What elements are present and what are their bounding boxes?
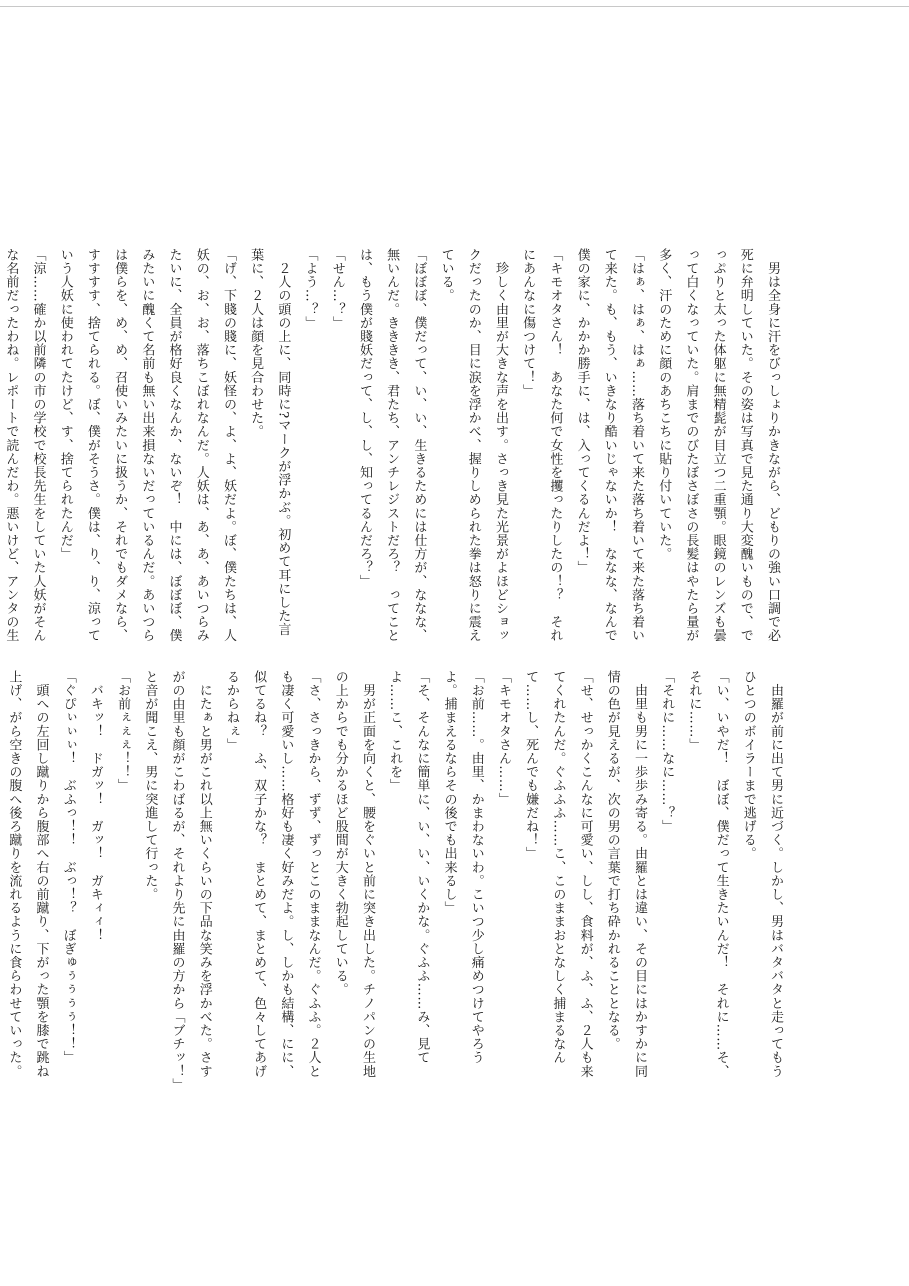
- paragraph: 「ぼぼぼ、僕だって、い、い、生きるためには仕方が、ななな、無いんだ。きききき、君たち、アンチレジストだろ？ ってことは、もう僕が賤妖だって、し、し、知ってるんだろ？」: [356, 248, 427, 643]
- paragraph: 「お前ぇぇぇ！！」: [115, 670, 131, 793]
- paragraph: 由里も男に一歩歩み寄る。由羅とは違い、その目にはかすかに同情の色が見えるが、次の男の言葉で打ち砕かれることとなる。: [604, 670, 647, 1078]
- text-block-lower: [6, 670, 789, 1088]
- paragraph: 「キモオタさん……」: [495, 670, 511, 806]
- paragraph: 男は全身に汗をびっしょりかきながら、どもりの強い口調で必死に弁明していた。その姿は写真で見た通り大変醜いもので、でっぷりと太った体躯に無精髭が目立つ二重顎。眼鏡のレンズも曇って白くなっていた。肩までのびたぼさぼさの長髪はやたら量が多く、汗のために顔のあちこちに貼り付いていた。: [656, 248, 780, 643]
- paragraph: 「はぁ、はぁ、はぁ……落ち着いて来た落ち着いて来た落ち着いて来た。も、もう、いきなり酷いじゃないか！ ななな、なんで僕の家に、かかか勝手に、は、入ってくるんだよ！」: [574, 248, 644, 643]
- paragraph: 「さ、さっきから、ずず、ずっとこのままなんだ。ぐふふ。２人とも凄く可愛いし……格好も凄く好みだよ。し、しかも結構、にに、似てるね？ ふ、双子かな？ まとめて、まとめて、色々してあげるからねぇ」: [223, 670, 321, 1078]
- paragraph: 由羅が前に出て男に近づく。しかし、男はバタバタと走ってもうひとつのボイラーまで逃げる。: [740, 670, 783, 1078]
- paragraph: 「い、いやだ！ ぼぼ、僕だって生きたいんだ！ それに……そ、それに……」: [686, 670, 729, 1078]
- paragraph: 「キモオタさん！ あなた何で女性を攫ったりしたの！？ それにあんなに傷つけて！」: [520, 248, 563, 643]
- paragraph: ２人の頭の上に、同時に?マークが浮かぶ。初めて耳にした言葉に、２人は顔を見合わせた。: [248, 248, 291, 637]
- paragraph: 「ぐぴぃぃぃ！ ぶふっ！！ ぶっ！？ ぼぎゅぅぅぅぅ！！」: [60, 670, 76, 1065]
- paragraph: バキッ！ ドガッ！ ガッ！ ガキィィ！: [87, 670, 103, 942]
- paragraph: 「涼……確か以前隣の市の学校で校長先生をしていた人妖がそんな名前だったわね。レポートで読んだわ。悪いけど、アンタの生: [3, 248, 46, 643]
- paragraph: 「お前……。由里、かまわないわ。こいつ少し痛めつけてやろうよ。捕まえるならその後でも出来るし」: [441, 670, 484, 1065]
- paragraph: 「せん…？」: [329, 248, 345, 330]
- page-top-edge: [0, 6, 909, 7]
- paragraph: 「せ、せっかくこんなに可愛い、しし、食料が、ふ、ふ、２人も来てくれたんだ。ぐふふふ……こ、このままおとなしく捕まるなんて……し、死んでも嫌だね！」: [523, 670, 593, 1078]
- paragraph: 「それに……なに……？」: [659, 670, 675, 834]
- paragraph: 「そ、そんなに簡単に、い、い、いくかな。ぐふふ……み、見てよ……こ、これを」: [387, 670, 430, 1065]
- paragraph: 男が正面を向くと、腰をぐいと前に突き出した。チノパンの生地の上からでも分かるほど股間が大きく勃起している。: [332, 670, 375, 1078]
- paragraph: 「げ、下賤の賤に、妖怪の、よ、よ、妖だよ。ぼ、僕たちは、人妖の、お、お、落ちこぼれなんだ。人妖は、あ、あ、あいつらみたいに、全員が格好良くなんか、ないぞ！ 中には、ぼぼぼ、僕みたいに醜くて名前も無い出来損ないだっているんだ。あいつらは僕らを、め、め、召使いみたいに扱うか、それでもダメなら、すすすす、捨てられる。ぼ、僕がそうさ。僕は、り、り、涼っていう人妖に使われてたけど、す、捨てられたんだ」: [57, 248, 236, 643]
- paragraph: にたぁと男がこれ以上無いくらいの下品な笑みを浮かべた。さすがの由里も顔がこわばるが、それより先に由羅の方から「ブチッ！」と音が聞こえ、男に突進して行った。: [142, 670, 212, 1086]
- paragraph: 「よう…？」: [302, 248, 318, 330]
- paragraph: 珍しく由里が大きな声を出す。さっき見た光景がよほどショックだったのか、目に涙を浮かべ、握りしめられた拳は怒りに震えている。: [438, 248, 508, 643]
- paragraph: 頭への左回し蹴りから腹部へ右の前蹴り、下がった顎を膝で跳ね上げ、がら空きの腹へ後ろ蹴りを流れるように食らわせていった。: [6, 670, 49, 1078]
- text-block-upper: [3, 248, 786, 648]
